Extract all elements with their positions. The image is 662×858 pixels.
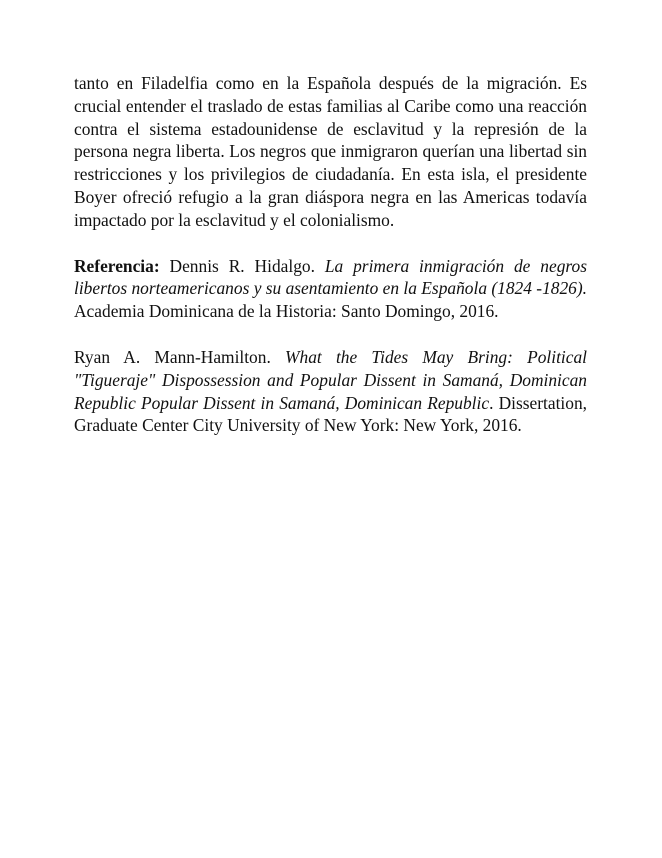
reference-label: Referencia:: [74, 255, 160, 276]
reference-publisher: Academia Dominicana de la Historia: Santo Domingo, 2016.: [74, 301, 499, 322]
reference-author: Dennis R. Hidalgo.: [159, 255, 325, 276]
paragraph-gap: [74, 323, 587, 346]
reference-author: Ryan A. Mann-Hamilton.: [74, 346, 286, 367]
body-paragraph: tanto en Filadelfia como en la Española después de la migración. Es crucial entender el traslado de estas familias al Caribe como una reacción contra el sistema estadounidense de esclavitud y la represión de la persona negra liberta. Los negros que inmigraron querían una libertad sin restricciones y los privilegios de ciudadanía. En esta isla, el presidente Boyer ofreció refugio a la gran diáspora negra en las Americas todavía impactado por la esclavitud y el colonialismo.: [74, 73, 587, 230]
paragraph-gap: [74, 232, 587, 255]
reference-publisher: . Dissertation, Graduate Center City University of New York: New York, 2016.: [74, 392, 587, 436]
reference-entry-mann-hamilton: [74, 346, 587, 437]
reference-entry-hidalgo: [74, 255, 587, 323]
reference-title: What the Tides May Bring: Political "Tigueraje" Dispossession and Popular Dissent in Samaná, Dominican Republic Popular Dissent in Samaná, Dominican Republic: [74, 346, 588, 413]
reference-title: La primera inmigración de negros libertos norteamericanos y su asentamiento en la Española (1824 -1826).: [74, 255, 587, 299]
document-page: [74, 72, 587, 437]
